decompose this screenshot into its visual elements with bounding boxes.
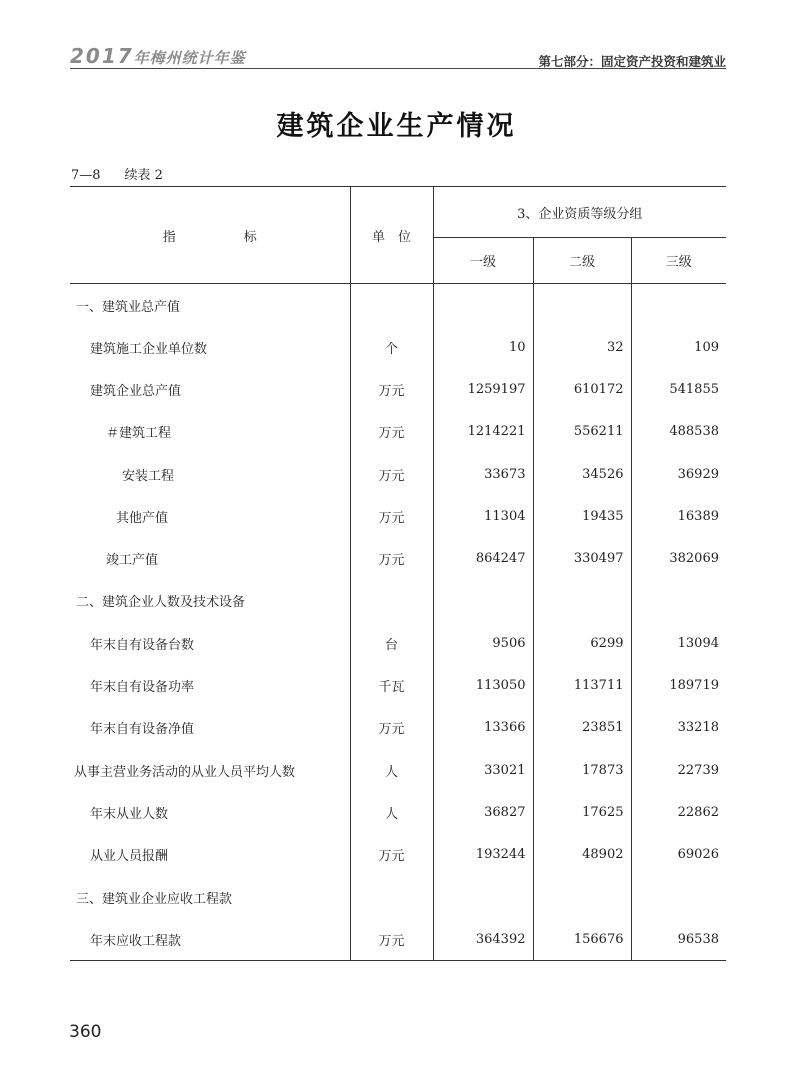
table-row <box>70 368 726 410</box>
value-grade-3: 69026 <box>677 847 719 863</box>
value-grade-3: 33218 <box>677 720 719 736</box>
value-grade-2: 32 <box>533 326 631 368</box>
table-row <box>70 284 726 327</box>
table-row <box>70 453 726 495</box>
row-label: 年末自有设备净值 <box>70 707 350 749</box>
value-grade-2: 156676 <box>533 918 631 961</box>
row-unit: 万元 <box>350 411 433 453</box>
indicator-header: 指 标 <box>70 187 350 284</box>
value-grade-2: 6299 <box>533 622 631 664</box>
value-grade-2: 19435 <box>533 495 631 537</box>
value-grade-1: 9506 <box>433 622 533 664</box>
row-label: 安装工程 <box>70 453 350 495</box>
value-grade-1: 13366 <box>433 707 533 749</box>
row-unit <box>350 876 433 918</box>
row-unit: 万元 <box>350 368 433 410</box>
table-row <box>70 580 726 622</box>
row-label: 其他产值 <box>70 495 350 537</box>
row-label: 竣工产值 <box>70 537 350 579</box>
grade-3-header: 三级 <box>631 238 726 284</box>
row-label: 年末从业人数 <box>70 791 350 833</box>
grade-2-header: 二级 <box>533 238 631 284</box>
row-unit: 个 <box>350 326 433 368</box>
value-grade-1: 1259197 <box>433 368 533 410</box>
value-grade-1 <box>433 876 533 918</box>
section-title: 第七部分：固定资产投资和建筑业 <box>538 54 726 69</box>
row-label: ＃建筑工程 <box>70 411 350 453</box>
value-grade-3: 96538 <box>631 918 726 961</box>
yearbook-name: 年梅州统计年鉴 <box>133 49 246 67</box>
row-label: 年末应收工程款 <box>70 918 350 961</box>
table-row <box>70 537 726 579</box>
value-grade-1: 10 <box>433 326 533 368</box>
value-grade-1: 193244 <box>433 834 533 876</box>
table-row <box>70 918 726 961</box>
value-grade-1: 33021 <box>433 749 533 791</box>
row-label: 一、建筑业总产值 <box>70 284 350 327</box>
row-unit: 万元 <box>350 453 433 495</box>
value-grade-3: 109 <box>694 339 719 355</box>
table-continuation: 续表 2 <box>124 168 163 183</box>
row-label: 二、建筑企业人数及技术设备 <box>70 580 350 622</box>
value-grade-3: 13094 <box>677 635 719 651</box>
value-grade-3: 382069 <box>669 551 719 567</box>
row-label: 从事主营业务活动的从业人员平均人数 <box>70 749 350 791</box>
value-grade-1: 364392 <box>433 918 533 961</box>
table-row <box>70 791 726 833</box>
table-row <box>70 707 726 749</box>
value-grade-3: 488538 <box>669 424 719 440</box>
row-label: 年末自有设备功率 <box>70 664 350 706</box>
table-row <box>70 495 726 537</box>
row-unit: 千瓦 <box>350 664 433 706</box>
table-row <box>70 876 726 918</box>
row-unit: 台 <box>350 622 433 664</box>
unit-header: 单 位 <box>350 187 433 284</box>
row-label: 年末自有设备台数 <box>70 622 350 664</box>
value-grade-2: 48902 <box>533 834 631 876</box>
value-grade-2 <box>533 876 631 918</box>
row-unit: 人 <box>350 749 433 791</box>
value-grade-3 <box>631 580 726 622</box>
row-unit <box>350 580 433 622</box>
row-unit: 万元 <box>350 834 433 876</box>
value-grade-1 <box>433 580 533 622</box>
value-grade-3 <box>631 284 726 327</box>
qualification-group-header: 3、企业资质等级分组 <box>433 187 726 238</box>
value-grade-3: 22739 <box>677 762 719 778</box>
row-unit <box>350 284 433 327</box>
yearbook-logo-title <box>70 44 246 68</box>
value-grade-1: 864247 <box>433 537 533 579</box>
value-grade-2: 330497 <box>533 537 631 579</box>
value-grade-1: 1214221 <box>433 411 533 453</box>
value-grade-1: 33673 <box>433 453 533 495</box>
value-grade-2: 23851 <box>533 707 631 749</box>
value-grade-2: 113711 <box>533 664 631 706</box>
yearbook-year: 2017 <box>70 44 134 68</box>
value-grade-2: 17873 <box>533 749 631 791</box>
row-unit: 万元 <box>350 495 433 537</box>
value-grade-3: 22862 <box>677 804 719 820</box>
table-row <box>70 326 726 368</box>
statistics-table <box>70 186 726 961</box>
table-row <box>70 411 726 453</box>
value-grade-1: 36827 <box>433 791 533 833</box>
value-grade-2 <box>533 284 631 327</box>
row-unit: 万元 <box>350 707 433 749</box>
table-caption <box>71 164 163 183</box>
grade-1-header: 一级 <box>433 238 533 284</box>
row-unit: 人 <box>350 791 433 833</box>
table-row <box>70 664 726 706</box>
value-grade-2 <box>533 580 631 622</box>
value-grade-3: 36929 <box>677 466 719 482</box>
table-number: 7—8 <box>71 168 101 183</box>
value-grade-2: 610172 <box>533 368 631 410</box>
value-grade-3: 16389 <box>677 508 719 524</box>
row-unit: 万元 <box>350 537 433 579</box>
page-title: 建筑企业生产情况 <box>276 111 517 142</box>
row-unit: 万元 <box>350 918 433 961</box>
value-grade-2: 34526 <box>533 453 631 495</box>
row-label: 从业人员报酬 <box>70 834 350 876</box>
row-label: 建筑企业总产值 <box>70 368 350 410</box>
value-grade-3: 189719 <box>669 678 719 694</box>
row-label: 三、建筑业企业应收工程款 <box>70 876 350 918</box>
table-row <box>70 622 726 664</box>
value-grade-2: 556211 <box>533 411 631 453</box>
value-grade-3 <box>631 876 726 918</box>
value-grade-3: 541855 <box>669 381 719 397</box>
table-row <box>70 834 726 876</box>
value-grade-1: 11304 <box>433 495 533 537</box>
value-grade-1 <box>433 284 533 327</box>
row-label: 建筑施工企业单位数 <box>70 326 350 368</box>
page-header <box>70 38 726 69</box>
value-grade-2: 17625 <box>533 791 631 833</box>
page-number: 360 <box>69 1022 102 1042</box>
table-row <box>70 749 726 791</box>
value-grade-1: 113050 <box>433 664 533 706</box>
